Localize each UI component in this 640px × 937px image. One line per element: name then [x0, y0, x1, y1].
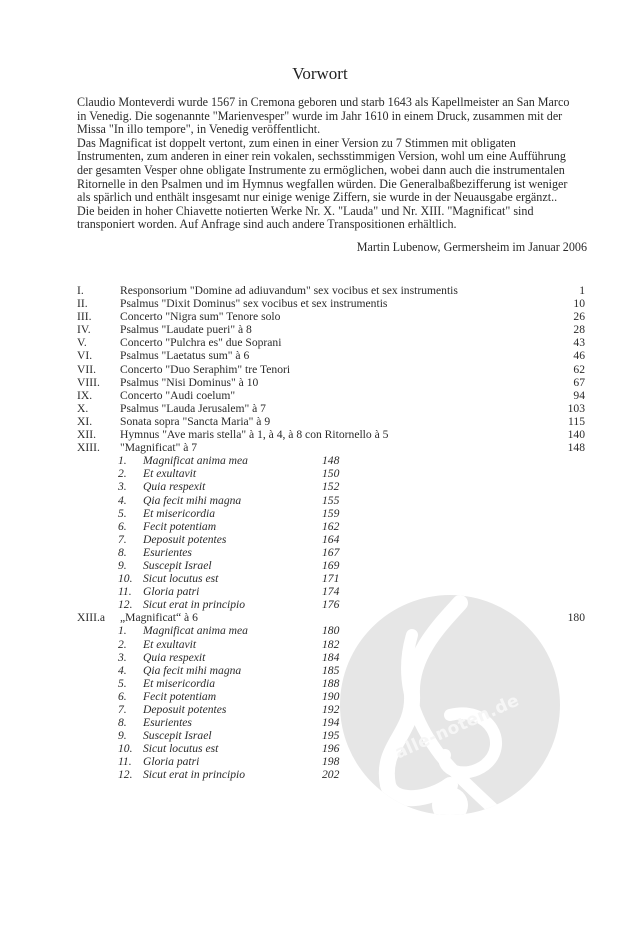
- toc-entry: [0, 310, 640, 323]
- toc-entry-title: Concerto "Pulchra es" due Soprani: [120, 336, 282, 350]
- toc-entry-number: XIII.a: [77, 611, 105, 625]
- toc-subentry: [0, 638, 640, 651]
- preface-line: Das Magnificat ist doppelt vertont, zum einen in einer Version zu 7 Stimmen mit obligaten: [77, 135, 516, 150]
- toc-subentry: [0, 507, 640, 520]
- toc-entry-title: Psalmus "Lauda Jerusalem" à 7: [120, 401, 266, 415]
- toc-subentry-number: 8.: [118, 716, 127, 730]
- toc-subentry-title: Fecit potentiam: [143, 519, 217, 533]
- toc-subentry-page: 176: [322, 598, 340, 612]
- toc-subentry-page: 188: [322, 676, 340, 690]
- toc-entry-title: Psalmus "Laudate pueri" à 8: [120, 323, 252, 337]
- preface-line: in Venedig. Die sogenannte "Marienvesper" wurde im Jahr 1610 in einem Druck, zusammen mit der: [77, 108, 563, 123]
- toc-subentry-number: 1.: [118, 454, 127, 468]
- toc-subentry-page: 196: [322, 742, 340, 756]
- toc-subentry-page: 202: [322, 768, 340, 782]
- toc-entry-title: Responsorium "Domine ad adiuvandum" sex vocibus et sex instrumentis: [120, 284, 458, 297]
- toc-subentry-number: 5.: [118, 676, 127, 690]
- toc-entry-title: Psalmus "Laetatus sum" à 6: [120, 349, 250, 363]
- toc-subentry-number: 9.: [118, 558, 127, 572]
- toc-subentry: [0, 690, 640, 703]
- toc-entry-page: 67: [573, 375, 585, 389]
- toc-entry-page: 1: [579, 284, 585, 297]
- toc-subentry-number: 7.: [118, 532, 127, 546]
- toc-subentry-page: 198: [322, 755, 340, 769]
- toc-subentry: [0, 651, 640, 664]
- toc-entry-title: Sonata sopra "Sancta Maria" à 9: [120, 414, 271, 428]
- toc-entry: [0, 363, 640, 376]
- toc-subentry-title: Deposuit potentes: [143, 532, 227, 546]
- toc-subentry-page: 152: [322, 480, 340, 494]
- toc-entry-title: Psalmus "Nisi Dominus" à 10: [120, 375, 259, 389]
- toc-entry: [0, 611, 640, 624]
- toc-subentry: [0, 533, 640, 546]
- watermark-text: alle-noten.de: [392, 690, 523, 764]
- toc-subentry: [0, 454, 640, 467]
- toc-entry-number: III.: [77, 310, 92, 324]
- toc-subentry-number: 12.: [118, 598, 133, 612]
- toc-subentry-page: 192: [322, 703, 340, 716]
- toc-entry-page: 46: [573, 349, 585, 363]
- toc-subentry-number: 11.: [118, 585, 132, 599]
- toc-subentry: [0, 716, 640, 729]
- toc-entry: [0, 428, 640, 441]
- toc-subentry-title: Gloria patri: [143, 755, 200, 769]
- toc-subentry-page: 162: [322, 519, 340, 533]
- toc-subentry: [0, 768, 640, 781]
- toc-entry: [0, 336, 640, 349]
- toc-subentry-page: 185: [322, 663, 340, 677]
- toc-subentry-title: Deposuit potentes: [143, 703, 227, 716]
- toc-entry: [0, 349, 640, 362]
- toc-subentry-number: 1.: [118, 624, 127, 638]
- toc-entry-number: XI.: [77, 414, 93, 428]
- toc-subentry-number: 5.: [118, 506, 127, 520]
- toc-entry-title: Concerto "Duo Seraphim" tre Tenori: [120, 362, 291, 376]
- toc-entry: [0, 415, 640, 428]
- toc-entry-page: 26: [573, 310, 585, 324]
- preface-line: als spärlich und enthält insgesamt nur einige wenige Ziffern, sie wurde in der Neuausgabe ergänzt..: [77, 190, 558, 205]
- toc-subentry-title: Et misericordia: [143, 676, 216, 690]
- toc-subentry-number: 10.: [118, 742, 133, 756]
- toc-subentry-page: 155: [322, 493, 340, 507]
- toc-subentry: [0, 494, 640, 507]
- toc-subentry-title: Magnificat anima mea: [143, 454, 248, 468]
- toc-subentry-title: Quia respexit: [143, 650, 206, 664]
- toc-entry: [0, 284, 640, 297]
- toc-entry-title: „Magnificat“ à 6: [120, 611, 198, 625]
- toc-subentry-page: 195: [322, 729, 340, 743]
- toc-subentry-page: 164: [322, 532, 340, 546]
- toc-subentry-title: Esurientes: [143, 545, 192, 559]
- toc-entry-number: V.: [77, 336, 87, 350]
- toc-subentry-number: 11.: [118, 755, 132, 769]
- toc-subentry-number: 2.: [118, 467, 127, 481]
- toc-subentry: [0, 664, 640, 677]
- toc-subentry-number: 3.: [118, 480, 127, 494]
- preface-line: Ritornelle in den Psalmen und im Hymnus wegfallen würden. Die Generalbaßbezifferung ist weniger: [77, 176, 568, 191]
- toc-subentry-page: 167: [322, 545, 340, 559]
- toc-entry-page: 148: [567, 441, 585, 455]
- toc-entry-title: Hymnus "Ave maris stella" à 1, à 4, à 8 con Ritornello à 5: [120, 428, 389, 442]
- toc-entry: [0, 376, 640, 389]
- toc-subentry-title: Suscepit Israel: [143, 558, 212, 572]
- preface-line: Die beiden in hoher Chiavette notierten Werke Nr. X. "Lauda" und Nr. XIII. "Magnificat" sind: [77, 203, 534, 218]
- toc-subentry-number: 3.: [118, 650, 127, 664]
- toc-subentry: [0, 677, 640, 690]
- toc-subentry: [0, 755, 640, 768]
- toc-subentry-title: Sicut locutus est: [143, 742, 219, 756]
- toc-subentry-number: 9.: [118, 729, 127, 743]
- toc-subentry: [0, 480, 640, 493]
- preface-line: transponiert worden. Auf Anfrage sind auch andere Transpositionen erhältlich.: [77, 217, 457, 232]
- toc-subentry-page: 184: [322, 650, 340, 664]
- page-title: Vorwort: [292, 64, 348, 83]
- toc-subentry-page: 190: [322, 689, 340, 703]
- toc-subentry-number: 7.: [118, 703, 127, 716]
- preface-line: Claudio Monteverdi wurde 1567 in Cremona geboren und starb 1643 als Kapellmeister an San Marco: [77, 95, 570, 109]
- toc-subentry-title: Quia respexit: [143, 480, 206, 494]
- toc-subentry-title: Sicut locutus est: [143, 572, 219, 586]
- toc-subentry-title: Sicut erat in principio: [143, 768, 246, 782]
- toc-entry: [0, 323, 640, 336]
- toc-subentry-title: Gloria patri: [143, 585, 200, 599]
- toc-subentry: [0, 546, 640, 559]
- toc-entry-number: IX.: [77, 388, 93, 402]
- toc-subentry-page: 180: [322, 624, 340, 638]
- toc-entry-page: 94: [573, 388, 585, 402]
- toc-entry-number: VIII.: [77, 375, 100, 389]
- toc-subentry: [0, 467, 640, 480]
- toc-entry-number: VI.: [77, 349, 93, 363]
- preface-line: der gesamten Vesper ohne obligate Instrumente zu ermöglichen, wobei dann auch die instrumentalen: [77, 162, 565, 177]
- toc-entry-page: 43: [573, 336, 585, 350]
- toc-subentry: [0, 624, 640, 637]
- toc-subentry-page: 182: [322, 637, 340, 651]
- toc-subentry-title: Sicut erat in principio: [143, 598, 246, 612]
- toc-subentry: [0, 572, 640, 585]
- toc-entry-page: 28: [573, 323, 585, 337]
- toc-subentry-page: 171: [322, 572, 340, 586]
- toc-subentry: [0, 703, 640, 716]
- toc-entry-number: X.: [77, 401, 89, 415]
- toc-subentry-number: 6.: [118, 689, 127, 703]
- toc-entry-title: Psalmus "Dixit Dominus" sex vocibus et sex instrumentis: [120, 297, 388, 311]
- toc-subentry-number: 4.: [118, 493, 127, 507]
- toc-entry-number: II.: [77, 297, 88, 311]
- toc-subentry-title: Et exultavit: [143, 637, 197, 651]
- toc-subentry-number: 10.: [118, 572, 133, 586]
- toc-entry: [0, 389, 640, 402]
- toc-entry-title: "Magnificat" à 7: [120, 441, 198, 455]
- toc-subentry-number: 12.: [118, 768, 133, 782]
- toc-subentry-number: 8.: [118, 545, 127, 559]
- toc-entry: [0, 297, 640, 310]
- toc-subentry: [0, 742, 640, 755]
- toc-subentry-page: 174: [322, 585, 340, 599]
- toc-subentry-title: Qia fecit mihi magna: [143, 493, 242, 507]
- toc-subentry-title: Fecit potentiam: [143, 689, 217, 703]
- toc-entry-title: Concerto "Audi coelum": [120, 388, 236, 402]
- toc-entry-number: XIII.: [77, 441, 100, 455]
- toc-subentry-title: Suscepit Israel: [143, 729, 212, 743]
- toc-subentry-title: Et exultavit: [143, 467, 197, 481]
- toc-entry-page: 103: [567, 401, 585, 415]
- preface-signature: Martin Lubenow, Germersheim im Januar 2006: [356, 240, 587, 254]
- watermark-notch: [432, 787, 468, 815]
- table-of-contents: [0, 284, 640, 782]
- toc-subentry: [0, 585, 640, 598]
- toc-entry-number: VII.: [77, 362, 96, 376]
- toc-entry-page: 180: [567, 611, 585, 625]
- toc-subentry-title: Magnificat anima mea: [143, 624, 248, 638]
- toc-subentry-number: 2.: [118, 637, 127, 651]
- toc-subentry-number: 6.: [118, 519, 127, 533]
- preface-line: Missa "In illo tempore", in Venedig veröffentlicht.: [77, 122, 321, 137]
- toc-entry-page: 10: [573, 297, 585, 311]
- toc-entry-page: 115: [568, 414, 585, 428]
- toc-subentry-title: Qia fecit mihi magna: [143, 663, 242, 677]
- toc-subentry: [0, 559, 640, 572]
- toc-entry: [0, 402, 640, 415]
- toc-subentry-page: 169: [322, 558, 340, 572]
- toc-subentry-page: 159: [322, 506, 340, 520]
- toc-subentry: [0, 520, 640, 533]
- toc-subentry-title: Et misericordia: [143, 506, 216, 520]
- toc-subentry-number: 4.: [118, 663, 127, 677]
- toc-subentry: [0, 729, 640, 742]
- toc-entry-page: 140: [567, 428, 585, 442]
- toc-subentry: [0, 598, 640, 611]
- toc-subentry-page: 148: [322, 454, 340, 468]
- toc-subentry-page: 150: [322, 467, 340, 481]
- preface-paragraph: [77, 96, 597, 232]
- toc-subentry-page: 194: [322, 716, 340, 730]
- toc-entry-number: XII.: [77, 428, 96, 442]
- toc-subentry-title: Esurientes: [143, 716, 192, 730]
- toc-entry-page: 62: [573, 362, 585, 376]
- toc-entry: [0, 441, 640, 454]
- toc-entry-number: I.: [77, 284, 84, 297]
- toc-entry-number: IV.: [77, 323, 91, 337]
- preface-line: Instrumenten, zum anderen in einer rein vokalen, sechsstimmigen Version, wohl um eine Aufführung: [77, 149, 566, 164]
- toc-entry-title: Concerto "Nigra sum" Tenore solo: [120, 310, 281, 324]
